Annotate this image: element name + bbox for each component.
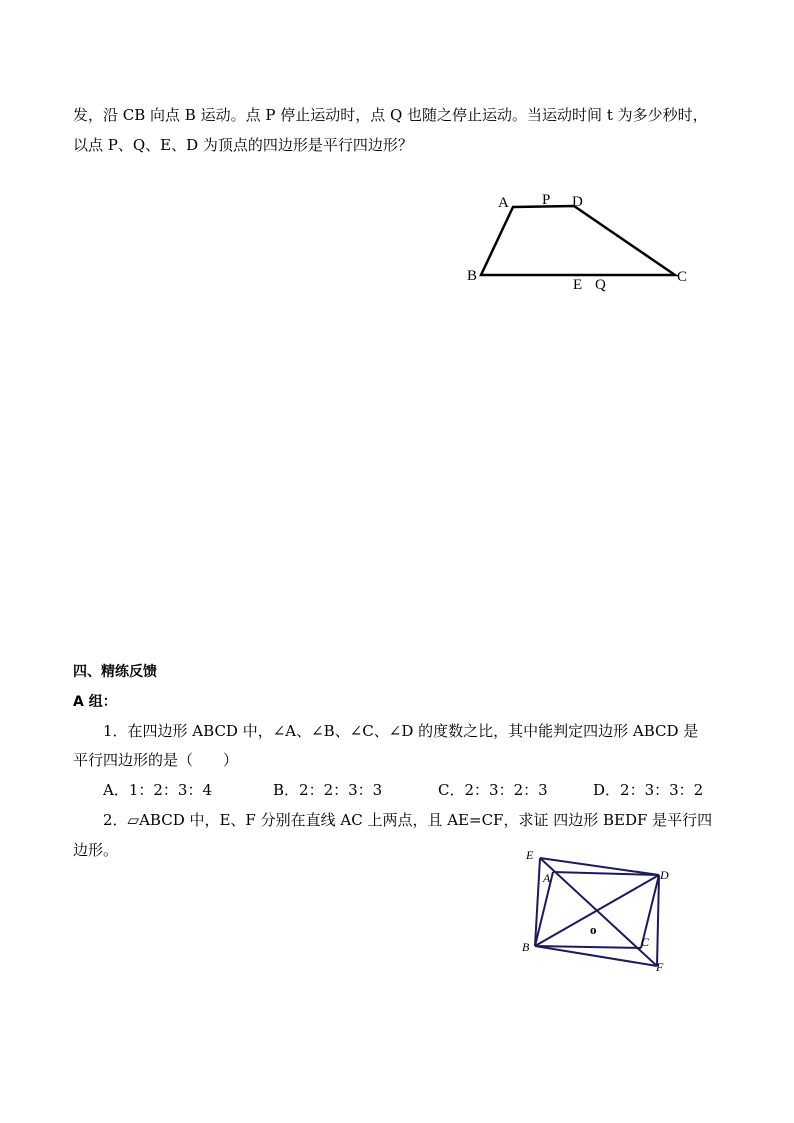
section-title: 四、精练反馈: [73, 664, 157, 680]
problem-line-2: 以点 P、Q、E、D 为顶点的四边形是平行四边形？: [73, 136, 413, 154]
q1-line-2: 平行四边形的是（ ）: [73, 751, 239, 769]
label-C: C: [677, 269, 688, 285]
problem-line-1: 发，沿 CB 向点 B 运动。点 P 停止运动时，点 Q 也随之停止运动。当运动时间 t 为多少秒时，: [73, 106, 708, 124]
label-Q: Q: [595, 277, 606, 293]
parallelogram-figure: [515, 845, 685, 975]
label-B: B: [467, 268, 478, 284]
label-O2: o: [590, 922, 597, 937]
label-D2: D: [660, 868, 669, 882]
q2-line-1: 2．▱ABCD 中，E、F 分别在直线 AC 上两点，且 AE=CF，求证 四边形 BEDF 是平行四: [103, 811, 713, 829]
trapezoid-figure: [460, 185, 710, 295]
q1-option-b: B．2：2：3：3: [273, 781, 383, 799]
label-E: E: [573, 277, 583, 293]
q1-option-c: C．2：3：2：3: [438, 781, 548, 799]
label-F2: F: [656, 960, 664, 974]
label-C2: C: [641, 935, 650, 949]
q1-line-1: 1．在四边形 ABCD 中，∠A、∠B、∠C、∠D 的度数之比，其中能判定四边形 ABCD 是: [103, 722, 699, 740]
group-label: A 组：: [73, 694, 117, 710]
label-E2: E: [526, 848, 534, 862]
q1-option-d: D．2：3：3：2: [593, 781, 704, 799]
q1-option-a: A．1：2：3：4: [103, 781, 213, 799]
label-P: P: [542, 192, 551, 208]
q2-line-2: 边形。: [73, 841, 119, 859]
label-A: A: [498, 195, 509, 211]
label-A2: A: [543, 871, 551, 885]
label-B2: B: [522, 940, 530, 954]
label-D: D: [572, 194, 583, 210]
